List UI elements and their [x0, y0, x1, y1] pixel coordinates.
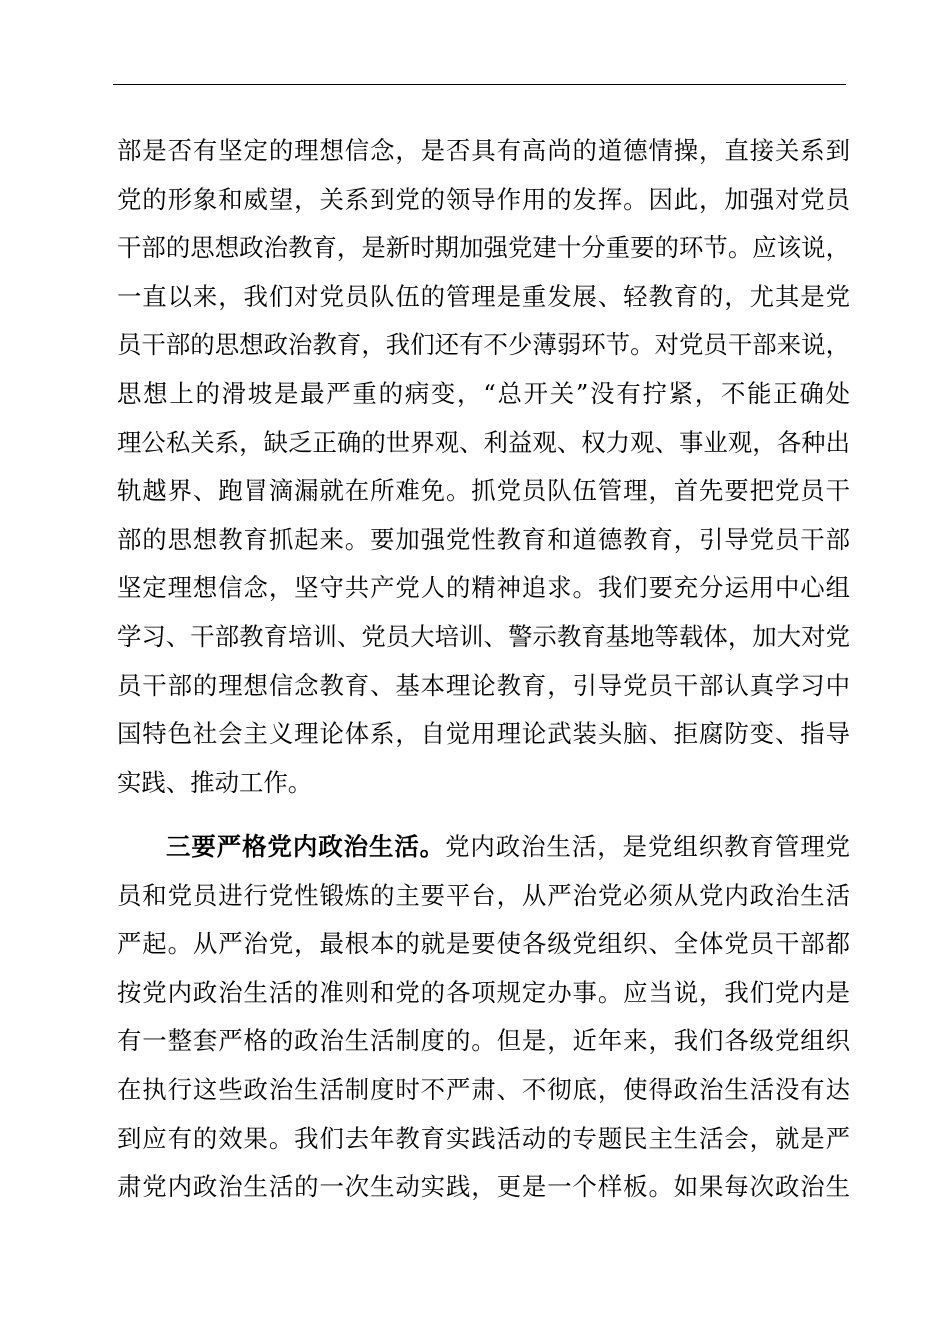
text-line: 思想上的滑坡是最严重的病变，“总开关”没有拧紧，不能正确处	[117, 378, 850, 408]
text-line: 干部的思想政治教育，是新时期加强党建十分重要的环节。应该说，	[117, 233, 850, 263]
text-line: 按党内政治生活的准则和党的各项规定办事。应当说，我们党内是	[117, 977, 850, 1007]
text-line: 严起。从严治党，最根本的就是要使各级党组织、全体党员干部都	[117, 929, 850, 959]
text-line: 员干部的思想政治教育，我们还有不少薄弱环节。对党员干部来说，	[117, 330, 850, 360]
text-line: 在执行这些政治生活制度时不严肃、不彻底，使得政治生活没有达	[117, 1074, 850, 1104]
text-line: 有一整套严格的政治生活制度的。但是，近年来，我们各级党组织	[117, 1026, 850, 1056]
text-span: 党内政治生活，是党组织教育管理党	[445, 832, 850, 861]
text-line: 员和党员进行党性锻炼的主要平台，从严治党必须从党内政治生活	[117, 880, 850, 910]
text-line-first	[117, 823, 850, 872]
text-line: 肃党内政治生活的一次生动实践，更是一个样板。如果每次政治生	[117, 1172, 850, 1202]
text-line: 学习、干部教育培训、党员大培训、警示教育基地等载体，加大对党	[117, 621, 850, 651]
header-rule	[113, 84, 846, 85]
text-line: 理公私关系，缺乏正确的世界观、利益观、权力观、事业观，各种出	[117, 427, 850, 457]
text-line: 部是否有坚定的理想信念，是否具有高尚的道德情操，直接关系到	[117, 136, 850, 165]
text-line: 一直以来，我们对党员队伍的管理是重发展、轻教育的，尤其是党	[117, 281, 850, 311]
text-line: 轨越界、跑冒滴漏就在所难免。抓党员队伍管理，首先要把党员干	[117, 476, 850, 506]
text-line: 坚定理想信念，坚守共产党人的精神追求。我们要充分运用中心组	[117, 573, 850, 603]
text-line: 党的形象和威望，关系到党的领导作用的发挥。因此，加强对党员	[117, 184, 850, 214]
section-heading: 三要严格党内政治生活。	[166, 832, 446, 861]
text-line: 员干部的理想信念教育、基本理论教育，引导党员干部认真学习中	[117, 670, 850, 700]
text-line: 国特色社会主义理论体系，自觉用理论武装头脑、拒腐防变、指导	[117, 719, 850, 749]
paragraph-party-political-life	[117, 823, 850, 1212]
text-line: 实践、推动工作。	[117, 767, 313, 797]
text-line: 部的思想教育抓起来。要加强党性教育和道德教育，引导党员干部	[117, 524, 850, 554]
text-line: 到应有的效果。我们去年教育实践活动的专题民主生活会，就是严	[117, 1123, 850, 1153]
paragraph-ideological-education	[117, 127, 850, 807]
